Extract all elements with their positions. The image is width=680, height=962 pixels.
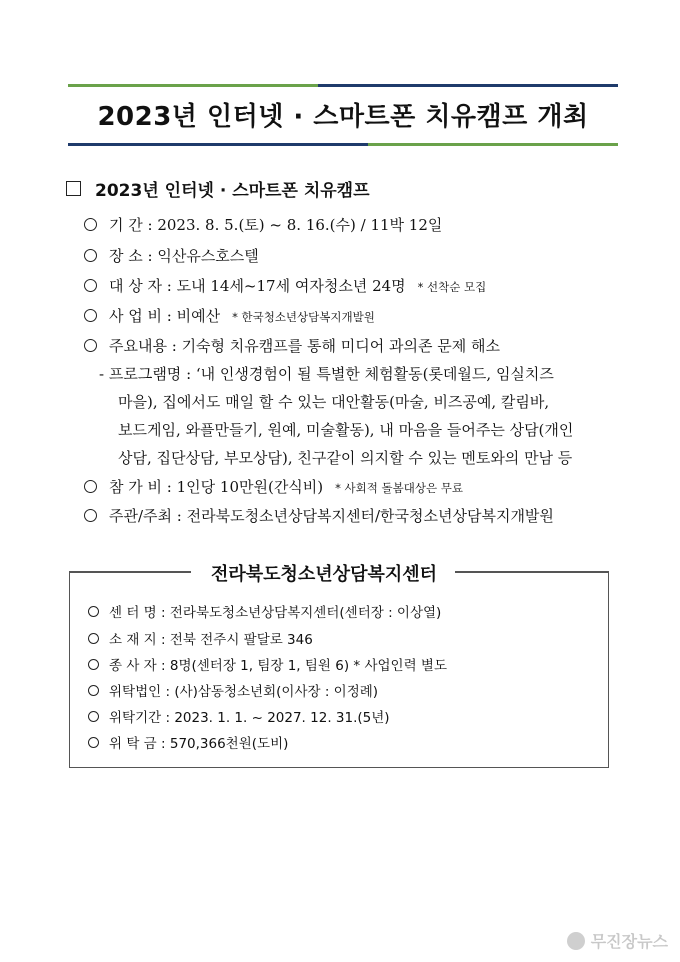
checkbox-square-icon [66, 181, 81, 196]
circle-bullet-icon [84, 218, 97, 231]
circle-bullet-icon [84, 309, 97, 322]
title-bottom-rule [68, 143, 618, 146]
center-box-title: 전라북도청소년상담복지센터 [210, 564, 438, 585]
circle-bullet-icon [84, 339, 97, 352]
logo-icon [567, 932, 585, 950]
circle-bullet-icon [88, 633, 99, 644]
center-row-address: 소 재 지 : 전북 전주시 팔달로 346 [88, 628, 313, 648]
center-row-name: 센 터 명 : 전라북도청소년상담복지센터(센터장 : 이상열) [88, 601, 441, 621]
item-main-content: 주요내용 : 기숙형 치유캠프를 통해 미디어 과의존 문제 해소 [84, 335, 500, 356]
section-heading-text: 2023년 인터넷 · 스마트폰 치유캠프 [95, 181, 370, 201]
item-budget: 사 업 비 : 비예산 * 한국청소년상담복지개발원 [84, 305, 375, 326]
page-title: 2023년 인터넷 · 스마트폰 치유캠프 개최 [97, 102, 589, 132]
center-row-period: 위탁기간 : 2023. 1. 1. ~ 2027. 12. 31.(5년) [88, 706, 390, 726]
circle-bullet-icon [84, 279, 97, 292]
item-place: 장 소 : 익산유스호스텔 [84, 245, 259, 266]
section-heading [66, 176, 370, 201]
circle-bullet-icon [88, 659, 99, 670]
item-target: 대 상 자 : 도내 14세~17세 여자청소년 24명 * 선착순 모집 [84, 275, 486, 296]
title-block [68, 84, 618, 146]
item-fee: 참 가 비 : 1인당 10만원(간식비) * 사회적 돌봄대상은 무료 [84, 476, 463, 497]
program-line-3: 보드게임, 와플만들기, 원예, 미술활동), 내 마음을 들어주는 상담(개인 [118, 421, 574, 439]
circle-bullet-icon [84, 509, 97, 522]
center-row-staff: 종 사 자 : 8명(센터장 1, 팀장 1, 팀원 6) * 사업인력 별도 [88, 654, 447, 674]
circle-bullet-icon [84, 249, 97, 262]
circle-bullet-icon [88, 606, 99, 617]
circle-bullet-icon [88, 685, 99, 696]
center-row-corporation: 위탁법인 : (사)삼동청소년회(이사장 : 이정례) [88, 680, 378, 700]
title-top-rule [68, 84, 618, 87]
circle-bullet-icon [88, 737, 99, 748]
program-line-4: 상담, 집단상담, 부모상담), 친구같이 의지할 수 있는 멘토와의 만남 등 [118, 449, 573, 467]
item-period: 기 간 : 2023. 8. 5.(토) ~ 8. 16.(수) / 11박 12일 [84, 214, 442, 235]
circle-bullet-icon [84, 480, 97, 493]
center-row-funding: 위 탁 금 : 570,366천원(도비) [88, 732, 288, 752]
item-organizer: 주관/주최 : 전라북도청소년상담복지센터/한국청소년상담복지개발원 [84, 505, 554, 526]
program-line-1: - 프로그램명 : ‘내 인생경험이 될 특별한 체험활동(롯데월드, 임실치즈 [99, 365, 554, 383]
program-line-2: 마을), 집에서도 매일 할 수 있는 대안활동(마술, 비즈공예, 칼림바, [118, 393, 550, 411]
watermark: 무진장뉴스 [567, 929, 668, 952]
circle-bullet-icon [88, 711, 99, 722]
